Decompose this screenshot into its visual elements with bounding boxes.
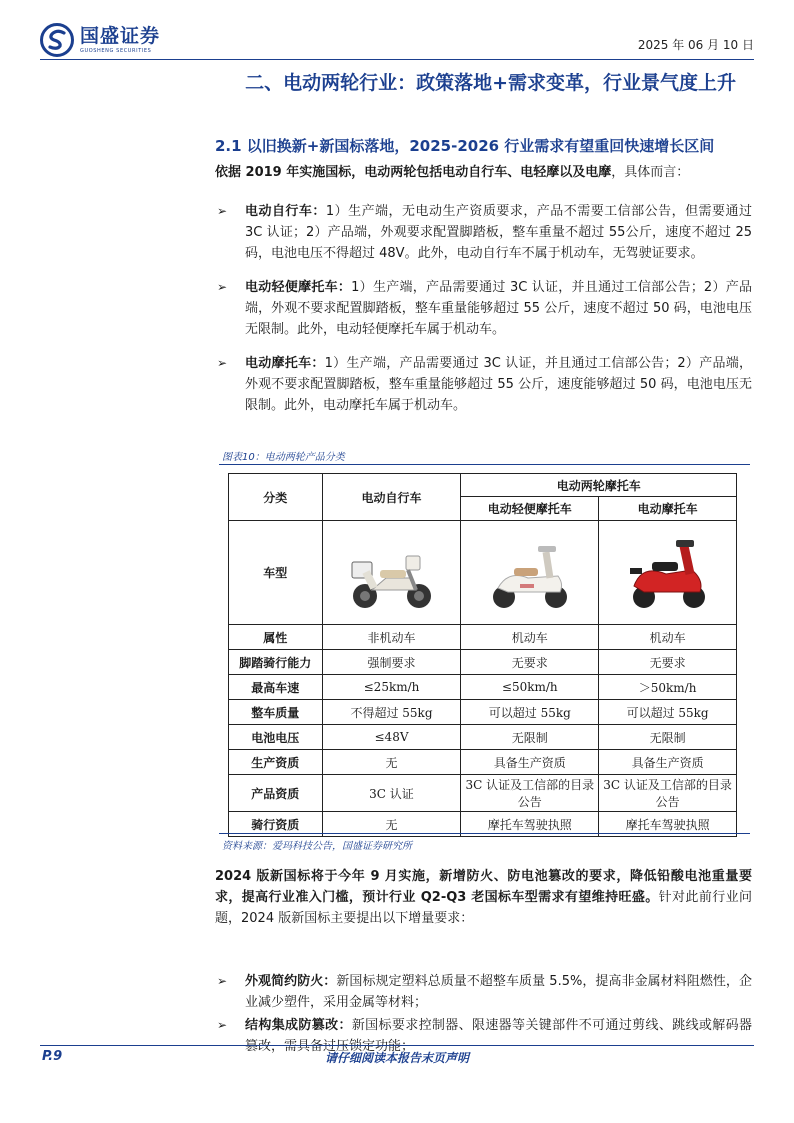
e-moto-icon xyxy=(622,534,714,612)
footer-divider xyxy=(40,1045,754,1046)
page-number: P.9 xyxy=(42,1049,63,1064)
para-rest: 针对此前行业问题，2024 版新国标主要提出以下增量要求： xyxy=(215,890,752,926)
list-item xyxy=(215,277,752,340)
e-bicycle-icon xyxy=(346,534,438,612)
table-cell: 机动车 xyxy=(599,625,737,650)
bullet-term: 电动摩托车： xyxy=(245,356,325,371)
subsection-title: 2.1 以旧换新+新国标落地，2025-2026 行业需求有望重回快速增长区间 xyxy=(215,137,715,155)
row-label: 生产资质 xyxy=(229,750,323,775)
classification-table xyxy=(228,473,737,837)
figure-caption: 图表10：电动两轮产品分类 xyxy=(222,452,345,463)
bullet-term: 结构集成防篡改： xyxy=(245,1018,352,1033)
bullet-term: 电动轻便摩托车： xyxy=(245,280,352,295)
intro-rest: ，具体而言： xyxy=(611,165,690,180)
table-cell: 摩托车驾驶执照 xyxy=(461,812,599,837)
list-item xyxy=(215,201,752,264)
light-moto-image xyxy=(461,521,599,625)
header-moto: 电动摩托车 xyxy=(599,497,737,521)
bicycle-image xyxy=(322,521,461,625)
page-header xyxy=(40,22,754,58)
table-cell: 3C 认证及工信部的目录公告 xyxy=(461,775,599,812)
source-note: 资料来源：爱玛科技公告，国盛证券研究所 xyxy=(222,841,412,852)
bullet-text: 1）生产端，无电动生产资质要求，产品不需要工信部公告，但需要通过 3C 认证；2）产品端，外观要求配置脚踏板，整车重量不超过 55公斤，速度不超过 25 码，电池电压不得超过 48V。此外，电动自行车不属于机动车，无驾驶证要求。 xyxy=(245,204,752,261)
header-light-moto: 电动轻便摩托车 xyxy=(461,497,599,521)
table-cell: 无限制 xyxy=(599,725,737,750)
table-cell: 具备生产资质 xyxy=(461,750,599,775)
table-cell: ≤25km/h xyxy=(322,675,461,700)
section-title: 二、电动两轮行业：政策落地+需求变革，行业景气度上升 xyxy=(245,72,736,94)
row-label: 属性 xyxy=(229,625,323,650)
table-cell: 摩托车驾驶执照 xyxy=(599,812,737,837)
table-cell: 无要求 xyxy=(599,650,737,675)
table-cell: 机动车 xyxy=(461,625,599,650)
table-cell: 3C 认证 xyxy=(322,775,461,812)
table-cell: ≤50km/h xyxy=(461,675,599,700)
header-divider xyxy=(40,59,754,60)
table-cell: 强制要求 xyxy=(322,650,461,675)
bullet-term: 外观简约防火： xyxy=(245,974,337,989)
table-cell: 可以超过 55kg xyxy=(461,700,599,725)
report-date: 2025 年 06 月 10 日 xyxy=(637,38,754,52)
logo-icon xyxy=(40,23,74,57)
moto-image xyxy=(599,521,737,625)
caption-divider xyxy=(219,464,750,465)
vehicle-label: 车型 xyxy=(229,521,323,625)
intro-bold: 依据 2019 年实施国标，电动两轮包括电动自行车、电轻摩以及电摩 xyxy=(215,165,612,180)
header-moto-group: 电动两轮摩托车 xyxy=(461,474,737,497)
table-cell: ＞50km/h xyxy=(599,675,737,700)
para-bold: 2024 版新国标将于今年 9 月实施，新增防火、防电池篡改的要求，降低铅酸电池重量要求，提高行业准入门槛，预计行业 Q2-Q3 老国标车型需求有望维持旺盛。 xyxy=(215,869,752,905)
category-bullet-list xyxy=(215,201,752,429)
bullet-text: 新国标规定塑料总质量不超整车质量 5.5%，提高非金属材料阻燃性，企业减少塑件，采用金属等材料； xyxy=(245,974,752,1010)
standard-paragraph xyxy=(215,866,752,929)
row-label: 产品资质 xyxy=(229,775,323,812)
header-category: 分类 xyxy=(229,474,323,521)
table-cell: 无要求 xyxy=(461,650,599,675)
bullet-text: 1）生产端，产品需要通过 3C 认证，并且通过工信部公告；2）产品端，外观不要求配置脚踏板，整车重量能够超过 55 公斤，速度能够超过 50 码，电池电压无限制。此外，电动摩托车属于机动车。 xyxy=(245,356,752,413)
arrow-bullet-icon: ➢ xyxy=(217,356,228,370)
table-cell: 不得超过 55kg xyxy=(322,700,461,725)
arrow-bullet-icon: ➢ xyxy=(217,204,228,218)
table-cell: 无 xyxy=(322,812,461,837)
table-cell: 3C 认证及工信部的目录公告 xyxy=(599,775,737,812)
arrow-bullet-icon: ➢ xyxy=(217,280,228,294)
bullet-text: 1）生产端，产品需要通过 3C 认证，并且通过工信部公告；2）产品端，外观不要求配置脚踏板，整车重量能够超过 55 公斤，速度不超过 50 码，电池电压无限制。此外，电动轻便摩托车属于机动车。 xyxy=(245,280,752,337)
source-divider xyxy=(219,833,750,834)
e-light-moto-icon xyxy=(484,534,576,612)
company-logo xyxy=(40,22,160,58)
row-label: 整车质量 xyxy=(229,700,323,725)
row-label: 电池电压 xyxy=(229,725,323,750)
disclaimer-link: 请仔细阅读本报告末页声明 xyxy=(324,1051,469,1065)
header-bicycle: 电动自行车 xyxy=(322,474,461,521)
bullet-text: 新国标要求控制器、限速器等关键部件不可通过剪线、跳线或解码器篡改，需具备过压锁定功能； xyxy=(245,1018,752,1054)
row-label: 骑行资质 xyxy=(229,812,323,837)
list-item xyxy=(215,353,752,416)
intro-paragraph xyxy=(215,163,750,183)
arrow-bullet-icon: ➢ xyxy=(217,974,228,988)
table-cell: ≤48V xyxy=(322,725,461,750)
list-item xyxy=(215,971,752,1013)
arrow-bullet-icon: ➢ xyxy=(217,1018,228,1032)
table-cell: 非机动车 xyxy=(322,625,461,650)
table-cell: 无限制 xyxy=(461,725,599,750)
logo-name-en: GUOSHENG SECURITIES xyxy=(80,47,152,54)
bullet-term: 电动自行车： xyxy=(245,204,326,219)
table-cell: 可以超过 55kg xyxy=(599,700,737,725)
table-cell: 无 xyxy=(322,750,461,775)
row-label: 脚踏骑行能力 xyxy=(229,650,323,675)
table-cell: 具备生产资质 xyxy=(599,750,737,775)
logo-name-cn: 国盛证券 xyxy=(80,24,161,47)
row-label: 最高车速 xyxy=(229,675,323,700)
